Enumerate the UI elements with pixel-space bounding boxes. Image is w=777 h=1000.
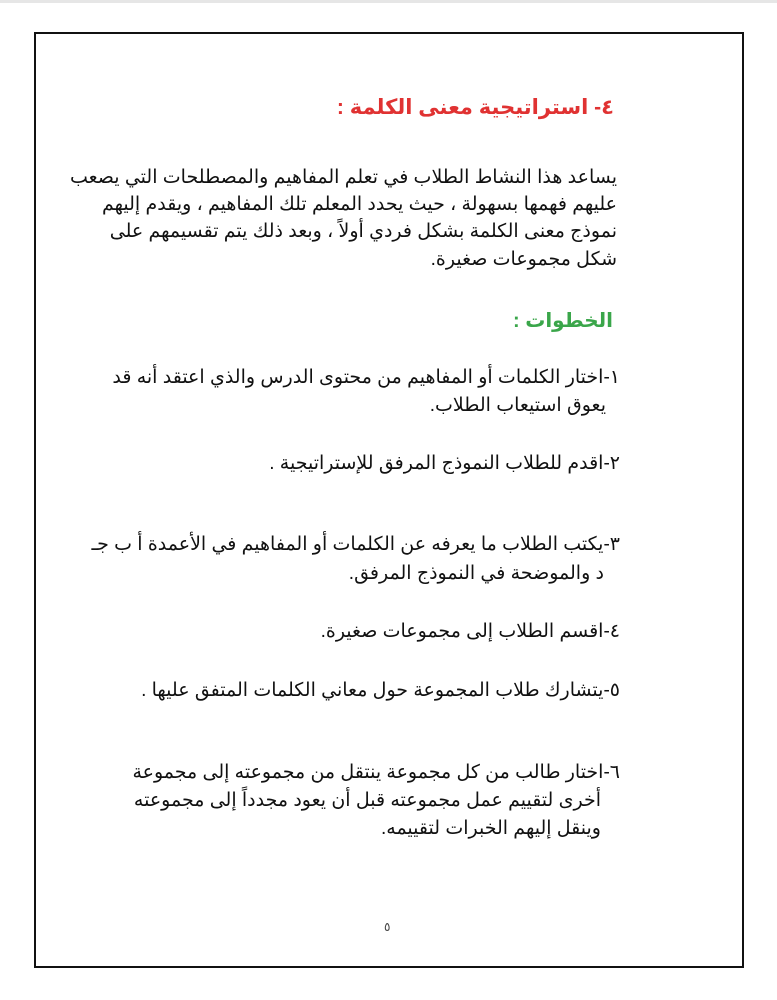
intro-line: شكل مجموعات صغيرة.	[430, 249, 617, 270]
step-3-line: د والموضحة في النموذج المرفق.	[348, 563, 604, 584]
intro-line: عليهم فهمها بسهولة ، حيث يحدد المعلم تلك المفاهيم ، ويقدم إليهم	[102, 194, 617, 215]
step-6-line: ٦-اختار طالب من كل مجموعة ينتقل من مجموعته إلى مجموعة	[132, 762, 620, 783]
section-title: ٤- استراتيجية معنى الكلمة :	[336, 96, 614, 119]
page-number: ٥	[384, 920, 391, 934]
step-1-line: يعوق استيعاب الطلاب.	[429, 395, 606, 416]
step-1-line: ١-اختار الكلمات أو المفاهيم من محتوى الدرس والذي اعتقد أنه قد	[112, 367, 620, 388]
step-4-line: ٤-اقسم الطلاب إلى مجموعات صغيرة.	[320, 621, 620, 642]
step-2-line: ٢-اقدم للطلاب النموذج المرفق للإستراتيجية .	[269, 453, 620, 474]
steps-heading: الخطوات :	[513, 310, 613, 332]
intro-line: يساعد هذا النشاط الطلاب في تعلم المفاهيم والمصطلحات التي يصعب	[69, 167, 617, 188]
step-6-line: وينقل إليهم الخبرات لتقييمه.	[380, 818, 601, 839]
intro-line: نموذج معنى الكلمة بشكل فردي أولاً ، وبعد ذلك يتم تقسيمهم على	[109, 221, 617, 242]
step-5-line: ٥-يتشارك طلاب المجموعة حول معاني الكلمات المتفق عليها .	[141, 680, 620, 701]
step-3-line: ٣-يكتب الطلاب ما يعرفه عن الكلمات أو المفاهيم في الأعمدة أ ب جـ	[91, 534, 620, 555]
top-edge	[0, 0, 777, 3]
step-6-line: أخرى لتقييم عمل مجموعته قبل أن يعود مجدداً إلى مجموعته	[133, 790, 601, 811]
